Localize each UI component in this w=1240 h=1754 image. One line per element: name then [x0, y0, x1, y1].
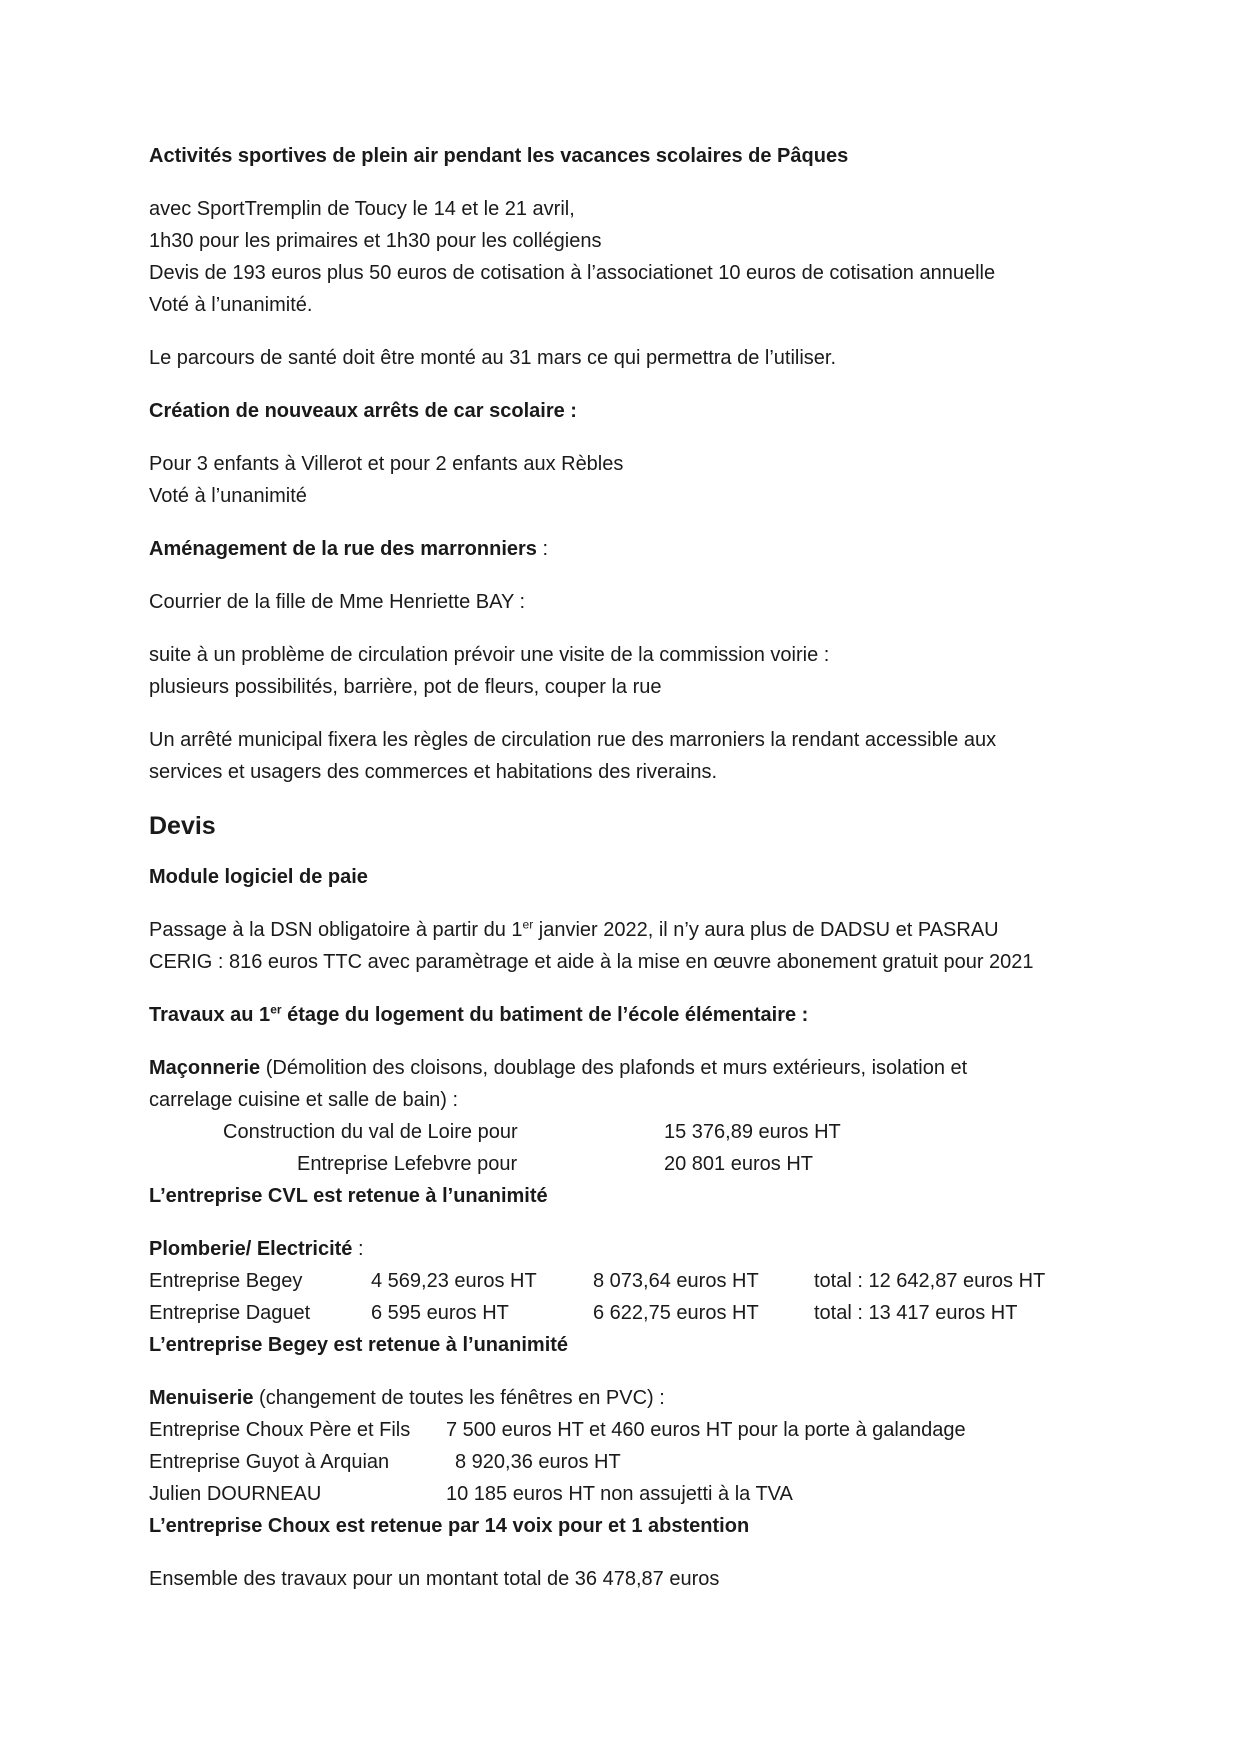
plomberie-offer: [149, 1297, 1109, 1329]
rue-courrier: Courrier de la fille de Mme Henriette BAY :: [149, 591, 526, 613]
rue-arrete: Un arrêté municipal fixera les règles de circulation rue des marroniers la rendant accessible aux: [149, 729, 997, 751]
maconnerie-offer: [149, 1116, 1109, 1148]
menuiserie-decision: L’entreprise Choux est retenue par 14 voix pour et 1 abstention: [149, 1515, 750, 1537]
rue-line: suite à un problème de circulation prévoir une visite de la commission voirie :: [149, 644, 830, 666]
sport-title: Activités sportives de plein air pendant les vacances scolaires de Pâques: [149, 145, 849, 167]
car-line: Voté à l’unanimité: [149, 485, 307, 507]
plomberie-offer: [149, 1265, 1109, 1297]
offer-total: total : 12 642,87 euros HT: [814, 1270, 1046, 1292]
sport-line: avec SportTremplin de Toucy le 14 et le 21 avril,: [149, 198, 575, 220]
maconnerie-title: Maçonnerie (Démolition des cloisons, doublage des plafonds et murs extérieurs, isolation et: [149, 1057, 968, 1079]
offer-name: Entreprise Begey: [149, 1270, 303, 1292]
rue-title-bold: Aménagement de la rue des marronniers: [149, 538, 537, 560]
offer-amount: 6 595 euros HT: [371, 1302, 509, 1324]
offer-amount: 6 622,75 euros HT: [593, 1302, 759, 1324]
sport-line: 1h30 pour les primaires et 1h30 pour les collégiens: [149, 230, 602, 252]
module-line: CERIG : 816 euros TTC avec paramètrage et aide à la mise en œuvre abonement gratuit pour 2021: [149, 951, 1034, 973]
rue-title-rest: :: [536, 538, 549, 560]
offer-name: Julien DOURNEAU: [149, 1483, 322, 1505]
rue-arrete: services et usagers des commerces et habitations des riverains.: [149, 761, 718, 783]
menuiserie-offer: [149, 1414, 1109, 1446]
offer-total: total : 13 417 euros HT: [814, 1302, 1018, 1324]
offer-name: Entreprise Guyot à Arquian: [149, 1451, 390, 1473]
offer-name: Construction du val de Loire pour: [223, 1121, 518, 1143]
car-title: Création de nouveaux arrêts de car scolaire :: [149, 400, 577, 422]
car-line: Pour 3 enfants à Villerot et pour 2 enfants aux Rèbles: [149, 453, 624, 475]
plomberie-decision: L’entreprise Begey est retenue à l’unanimité: [149, 1334, 569, 1356]
sport-line: Devis de 193 euros plus 50 euros de cotisation à l’associationet 10 euros de cotisation annuelle: [149, 262, 996, 284]
travaux-total: Ensemble des travaux pour un montant total de 36 478,87 euros: [149, 1568, 720, 1590]
plomberie-title: Plomberie/ Electricité :: [149, 1238, 364, 1260]
document-page: [149, 140, 1109, 1595]
offer-name: Entreprise Choux Père et Fils: [149, 1419, 411, 1441]
maconnerie-decision: L’entreprise CVL est retenue à l’unanimité: [149, 1185, 548, 1207]
offer-amount: 4 569,23 euros HT: [371, 1270, 537, 1292]
menuiserie-title: Menuiserie (changement de toutes les fénêtres en PVC) :: [149, 1387, 665, 1409]
rue-title: [149, 533, 1109, 565]
parcours-text: Le parcours de santé doit être monté au 31 mars ce qui permettra de l’utiliser.: [149, 347, 837, 369]
module-title: Module logiciel de paie: [149, 866, 368, 888]
offer-amount: 8 920,36 euros HT: [455, 1451, 621, 1473]
offer-amount: 7 500 euros HT et 460 euros HT pour la porte à galandage: [446, 1419, 966, 1441]
sport-line: Voté à l’unanimité.: [149, 294, 313, 316]
menuiserie-offer: [149, 1446, 1109, 1478]
rue-line: plusieurs possibilités, barrière, pot de fleurs, couper la rue: [149, 676, 662, 698]
module-line: Passage à la DSN obligatoire à partir du 1er janvier 2022, il n’y aura plus de DADSU et PASRAU: [149, 917, 999, 941]
menuiserie-offer: [149, 1478, 1109, 1510]
offer-amount: 8 073,64 euros HT: [593, 1270, 759, 1292]
devis-heading: Devis: [149, 812, 216, 840]
offer-name: Entreprise Lefebvre pour: [297, 1153, 518, 1175]
offer-amount: 20 801 euros HT: [664, 1153, 813, 1175]
offer-amount: 15 376,89 euros HT: [664, 1121, 841, 1143]
travaux-title: Travaux au 1er étage du logement du batiment de l’école élémentaire :: [149, 1002, 809, 1026]
offer-amount: 10 185 euros HT non assujetti à la TVA: [446, 1483, 793, 1505]
offer-name: Entreprise Daguet: [149, 1302, 311, 1324]
maconnerie-offer: [149, 1148, 1109, 1180]
maconnerie-title-line2: carrelage cuisine et salle de bain) :: [149, 1089, 459, 1111]
